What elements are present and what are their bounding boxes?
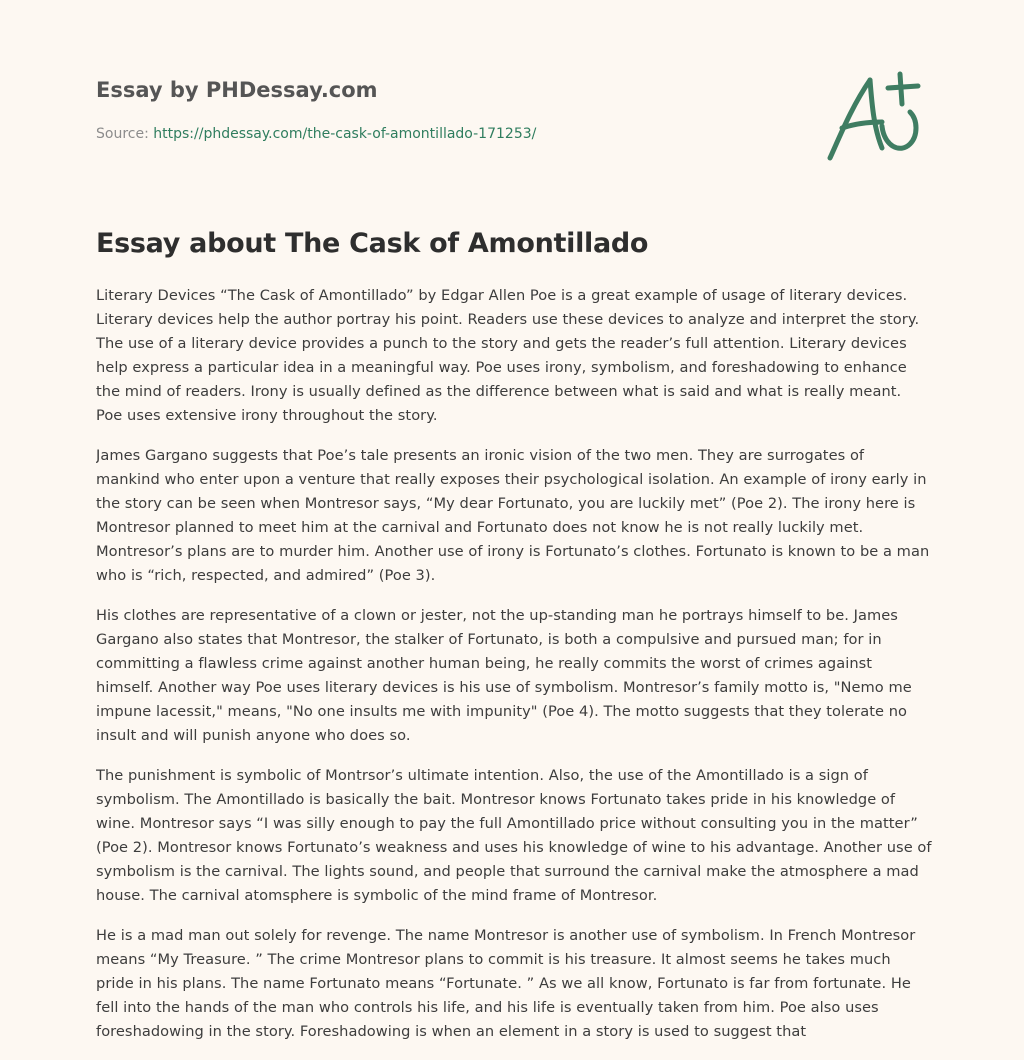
essay-paragraph: His clothes are representative of a clown or jester, not the up-standing man he portrays himself to be. James Gargano also states that Montresor, the stalker of Fortunato, is both a compulsive and pursued man; for in committing a flawless crime against another human being, he really commits the worst of crimes against himself. Another way Poe uses literary devices is his use of symbolism. Montresor’s family motto is, "Nemo me impune lacessit," means, "No one insults me with impunity" (Poe 4). The motto suggests that they tolerate no insult and will punish anyone who does so. (96, 607, 912, 744)
essay-paragraph: Literary Devices “The Cask of Amontillado” by Edgar Allen Poe is a great example of usage of literary devices. Literary devices help the author portray his point. Readers use these devices to analyze and interpret the story. The use of a literary device provides a punch to the story and gets the reader’s full attention. Literary devices help express a particular idea in a meaningful way. Poe uses irony, symbolism, and foreshadowing to enhance the mind of readers. Irony is usually defined as the difference between what is said and what is really meant. Poe uses extensive irony throughout the story. (96, 287, 920, 424)
essay-paragraph: The punishment is symbolic of Montrsor’s ultimate intention. Also, the use of the Amontillado is a sign of symbolism. The Amontillado is basically the bait. Montresor knows Fortunato takes pride in his knowledge of wine. Montresor says “I was silly enough to pay the full Amontillado price without consulting you in the matter” (Poe 2). Montresor knows Fortunato’s weakness and uses his knowledge of wine to his advantage. Another use of symbolism is the carnival. The lights sound, and people that surround the carnival make the atmosphere a mad house. The carnival atomsphere is symbolic of the mind frame of Montresor. (96, 767, 932, 904)
essay-body (96, 284, 932, 1060)
page-header (96, 76, 796, 144)
essay-paragraph: He is a mad man out solely for revenge. The name Montresor is another use of symbolism. In French Montresor means “My Treasure. ” The crime Montresor plans to commit is his treasure. It almost seems he takes much pride in his plans. The name Fortunato means “Fortunate. ” As we all know, Fortunato is far from fortunate. He fell into the hands of the man who controls his life, and his life is eventually taken from him. Poe also uses foreshadowing in the story. Foreshadowing is when an element in a story is used to suggest that (96, 927, 916, 1040)
source-label: Source: (96, 126, 154, 142)
source-line (96, 124, 796, 144)
a-plus-icon (822, 66, 930, 166)
site-title: Essay by PHDessay.com (96, 78, 378, 102)
source-link[interactable]: https://phdessay.com/the-cask-of-amontillado-171253/ (153, 126, 537, 142)
essay-paragraph: James Gargano suggests that Poe’s tale presents an ironic vision of the two men. They are surrogates of mankind who enter upon a venture that really exposes their psychological isolation. An example of irony early in the story can be seen when Montresor says, “My dear Fortunato, you are luckily met” (Poe 2). The irony here is Montresor planned to meet him at the carnival and Fortunato does not know he is not really luckily met. Montresor’s plans are to murder him. Another use of irony is Fortunato’s clothes. Fortunato is known to be a man who is “rich, respected, and admired” (Poe 3). (96, 447, 930, 584)
essay-title: Essay about The Cask of Amontillado (96, 228, 649, 259)
